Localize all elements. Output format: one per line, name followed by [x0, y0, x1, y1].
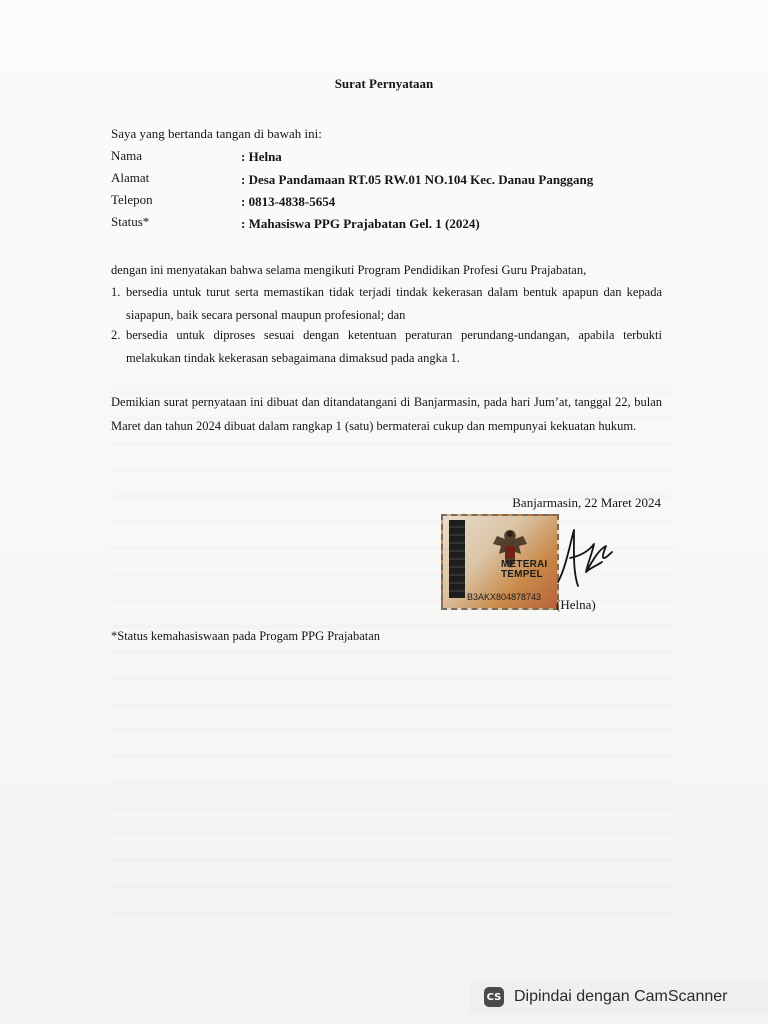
field-value-status: : Mahasiswa PPG Prajabatan Gel. 1 (2024)	[241, 216, 480, 231]
list-item-number: 2.	[111, 328, 121, 342]
field-value-nama: : Helna	[241, 149, 282, 164]
closing-paragraph: Demikian surat pernyataan ini dibuat dan ditandatangani di Banjarmasin, pada hari Jum’at, tanggal 22, bulan Maret dan tahun 2024 dibuat dalam rangkap 1 (satu) bermaterai cukup dan mempunyai kekuatan hukum.	[111, 395, 662, 433]
statement-text: dengan ini menyatakan bahwa selama mengikuti Program Pendidikan Profesi Guru Prajabatan,	[111, 263, 587, 277]
list-item-text: bersedia untuk turut serta memastikan tidak terjadi tindak kekerasan dalam bentuk apapun dan kepada siapapun, baik secara personal maupun profesional; dan	[126, 285, 662, 322]
bleed-through-text	[112, 370, 672, 930]
stamp-serial: B3AKX804878743	[467, 592, 542, 602]
field-value-telepon: : 0813-4838-5654	[241, 194, 336, 209]
list-item-text: bersedia untuk diproses sesuai dengan ketentuan peraturan perundang-undangan, apabila terbukti melakukan tindak kekerasan sebagaimana dimaksud pada angka 1.	[126, 328, 662, 365]
footnote: *Status kemahasiswaan pada Progam PPG Prajabatan	[111, 629, 381, 643]
place-date: Banjarmasin, 22 Maret 2024	[512, 495, 661, 510]
stamp-security-strip	[449, 520, 465, 598]
document-title: Surat Pernyataan	[334, 76, 434, 91]
stamp-label-line1: METERAI	[501, 559, 548, 570]
field-label-nama: Nama	[111, 148, 143, 163]
scanner-label: Dipindai dengan CamScanner	[514, 988, 728, 1005]
list-item-number: 1.	[111, 285, 121, 299]
intro-text: Saya yang bertanda tangan di bawah ini:	[111, 126, 322, 141]
stamp-label-line2: TEMPEL	[501, 569, 543, 580]
signer-name: (Helna)	[556, 597, 596, 612]
list-item	[111, 324, 662, 370]
field-value-alamat: : Desa Pandamaan RT.05 RW.01 NO.104 Kec. Danau Panggang	[241, 172, 594, 187]
field-label-alamat: Alamat	[111, 170, 150, 185]
handwritten-signature	[540, 522, 620, 592]
field-label-status: Status*	[111, 214, 150, 229]
scanner-watermark	[470, 980, 768, 1014]
list-item	[111, 281, 662, 327]
field-label-telepon: Telepon	[111, 192, 153, 207]
camscanner-icon: CS	[484, 987, 504, 1007]
